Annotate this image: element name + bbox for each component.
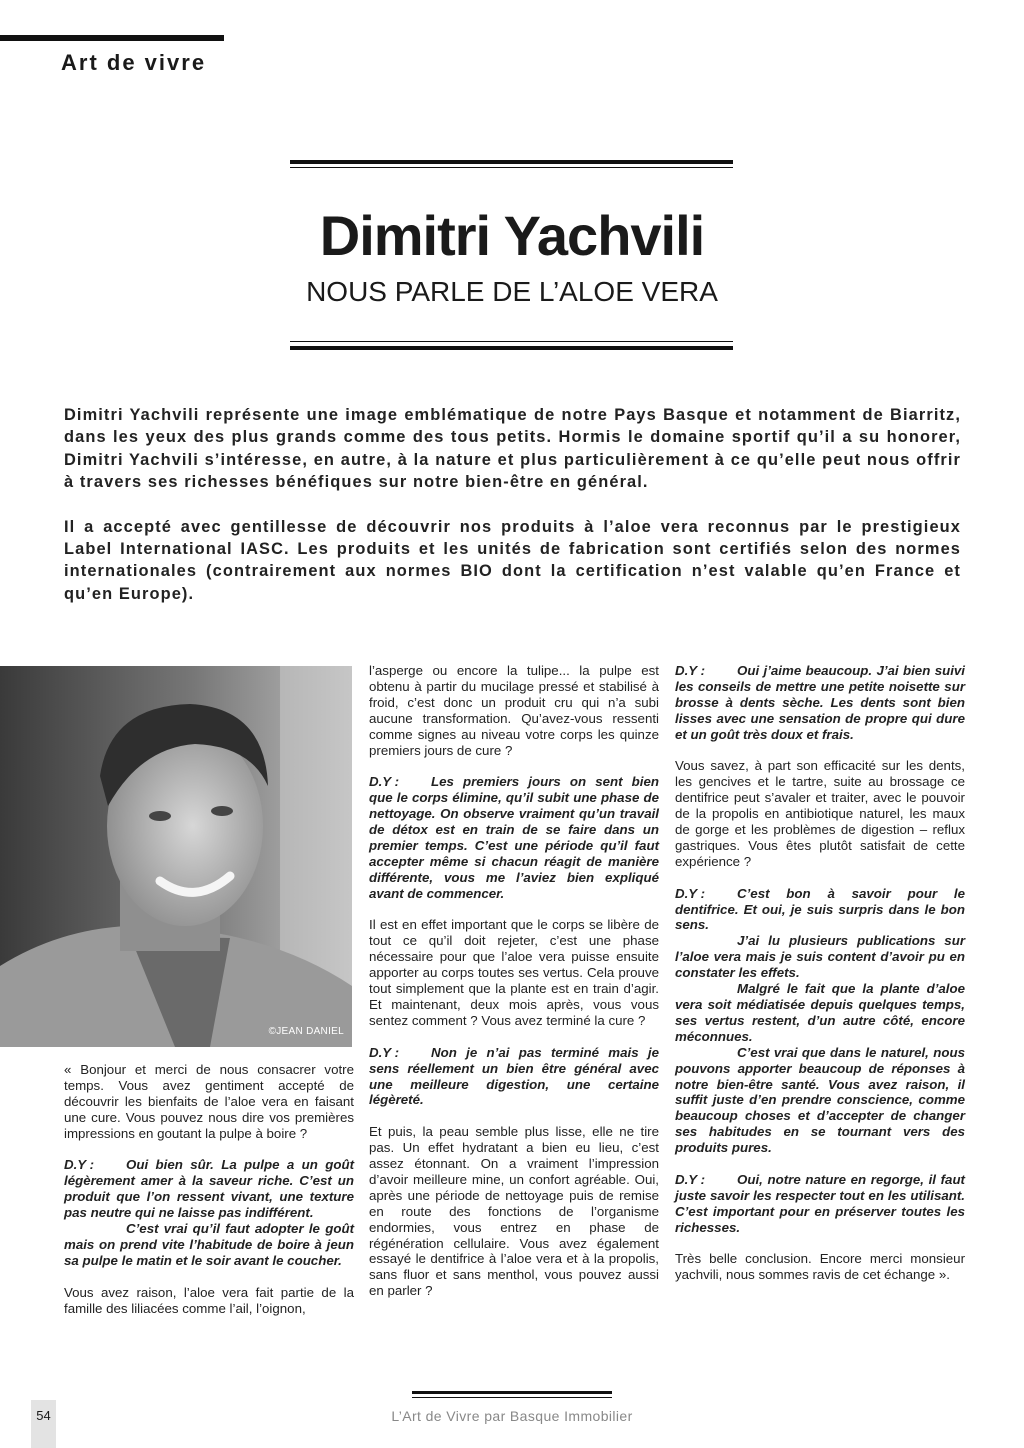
footer-publication: L’Art de Vivre par Basque Immobilier [391, 1408, 633, 1424]
answer-5-part-1: C’est bon à savoir pour le dentifrice. Et oui, je suis surpris dans le bon sens. [675, 885, 965, 933]
answer-4-text: Oui j’aime beaucoup. J’ai bien suivi les conseils de mettre une petite noisette sur brosse à dents sèche. Les dents sont bien lisses avec une sensation de propre qui dure et un goût très doux et frais. [675, 663, 965, 742]
closing-remark: Très belle conclusion. Encore merci monsieur yachvili, nous sommes ravis de cet échange ». [675, 1251, 965, 1283]
answer-5-part-2: J’ai lu plusieurs publications sur l’aloe vera mais je suis content d’avoir pu en constater les effets. [675, 933, 965, 981]
column-3 [675, 663, 965, 1299]
answer-5 [675, 886, 965, 934]
column-2 [369, 663, 659, 1315]
title-rule-bottom-thin [290, 341, 733, 342]
question-4: Et puis, la peau semble plus lisse, elle ne tire pas. Un effet hydratant a bien eu lieu, c’est assez étonnant. On a vraiment l’impression d’avoir meilleure mine, un confort agréable. Oui, après une période de nettoyage puis de remise en route des fonctions de l’organisme endormies, vous entrez en phase de régénération cellulaire. Vous avez également essayé le dentifrice à l’aloe vera et à la propolis, sans fluor et sans menthol, vous pouvez aussi en parler ? [369, 1124, 659, 1299]
photo-credit: ©JEAN DANIEL [268, 1026, 344, 1037]
answer-prefix: D.Y : [675, 885, 706, 901]
answer-3-text: Non je n’ai pas terminé mais je sens réellement un bien être général avec une meilleure digestion, une certaine légèreté. [369, 1044, 659, 1108]
answer-5-continued-1 [675, 933, 965, 981]
answer-3 [369, 1045, 659, 1109]
column-1 [64, 1062, 354, 1332]
answer-6 [675, 1172, 965, 1236]
question-5: Vous savez, à part son efficacité sur les dents, les gencives et le tartre, suite au brossage ce dentifrice peut s’avaler et traiter, avec le pouvoir de la propolis en antibiotique naturel, les maux de gorge et les problèmes de digestion – reflux gastriques. Vous êtes plutôt satisfait de cette expérience ? [675, 758, 965, 869]
answer-2 [369, 774, 659, 901]
title-rule-top-thick [290, 160, 733, 164]
intro-paragraph-2: Il a accepté avec gentillesse de découvrir nos produits à l’aloe vera reconnus par le prestigieux Label International IASC. Les produits et les unités de fabrication sont certifiés selon des normes internationales (contrairement aux normes BIO dont la certification n’est valable qu’en France et qu’en Europe). [64, 517, 961, 603]
article-title: Dimitri Yachvili [319, 204, 705, 267]
question-2-end: l’asperge ou encore la tulipe... la pulpe est obtenu à partir du mucilage pressé et stabilisé à froid, c’est donc un produit cru qui n’a subi aucune transformation. Qu’avez-vous ressenti comme signes au niveau votre corps les quinze premiers jours de cure ? [369, 663, 659, 758]
article-subtitle: NOUS PARLE DE L’ALOE VERA [306, 276, 718, 307]
header-bar [0, 35, 224, 41]
answer-1 [64, 1157, 354, 1221]
answer-prefix: D.Y : [369, 1044, 400, 1060]
answer-1-continued [64, 1221, 354, 1269]
answer-1-part-1: Oui bien sûr. La pulpe a un goût légèrement amer à la saveur riche. C’est un produit que l’on ressent vivant, une texture pas neutre qui ne laisse pas indifférent. [64, 1157, 354, 1221]
answer-4 [675, 663, 965, 743]
answer-prefix: D.Y : [369, 774, 400, 790]
answer-5-continued-3 [675, 1045, 965, 1156]
answer-6-text: Oui, notre nature en regorge, il faut juste savoir les respecter tout en les utilisant. C’est important pour en préserver toutes les richesses. [675, 1171, 965, 1235]
portrait-photo [0, 666, 352, 1047]
page-number: 54 [36, 1408, 51, 1423]
title-rule-bottom-thick [290, 346, 733, 350]
question-2-start: Vous avez raison, l’aloe vera fait partie de la famille des liliacées comme l’ail, l’oignon, [64, 1284, 354, 1316]
answer-5-continued-2 [675, 981, 965, 1045]
answer-prefix: D.Y : [675, 663, 706, 678]
answer-1-part-2: C’est vrai qu’il faut adopter le goût mais on prend vite l’habitude de boire à jeun sa pulpe le matin et le soir avant le coucher. [64, 1221, 354, 1268]
answer-5-part-3: Malgré le fait que la plante d’aloe vera soit médiatisée depuis quelques temps, ses vertus restent, d’un autre côté, encore méconnues. [675, 981, 965, 1044]
intro-paragraph-1: Dimitri Yachvili représente une image emblématique de notre Pays Basque et notamment de Biarritz, dans les yeux des plus grands comme des tous petits. Hormis le domaine sportif qu’il a su honorer, Dimitri Yachvili s’intéresse, en autre, à la nature et plus particulièrement à ce qu’elle peut nous offrir à travers ses richesses bénéfiques sur notre bien-être en général. [64, 406, 961, 492]
footer-rule-thick [412, 1391, 612, 1394]
title-rule-top-thin [290, 167, 733, 168]
intro-text [64, 404, 961, 605]
question-3: Il est en effet important que le corps se libère de tout ce qu’il doit rejeter, c’est une phase nécessaire pour que l’aloe vera puisse ensuite apporter au corps toutes ses vertus. Cela prouve tout simplement que la plante est en train d’agir. Et maintenant, deux mois après, vous vous sentez comment ? Vous avez terminé la cure ? [369, 917, 659, 1028]
question-1: « Bonjour et merci de nous consacrer votre temps. Vous avez gentiment accepté de découvrir les bienfaits de l’aloe vera en faisant une cure. Vous pouvez nous dire vos premières impressions en goutant la pulpe à boire ? [64, 1062, 354, 1141]
answer-prefix: D.Y : [675, 1171, 706, 1187]
answer-5-part-4: C’est vrai que dans le naturel, nous pouvons apporter beaucoup de réponses à notre bien-être santé. Vous avez raison, il suffit juste d’en prendre conscience, comme beaucoup choses et d’accepter de changer ses habitudes en se tournant vers des produits pures. [675, 1044, 965, 1156]
section-title: Art de vivre [61, 50, 207, 75]
answer-prefix: D.Y : [64, 1157, 95, 1173]
answer-2-text: Les premiers jours on sent bien que le corps élimine, qu’il subit une phase de nettoyage. On observe vraiment qu’un travail de détox est en train de se faire dans un premier temps. C’est une période qu’il faut accepter même si chacun réagit de manière différente, vous me l’aviez bien expliqué avant de commencer. [369, 774, 659, 901]
footer-rule-thin [412, 1397, 612, 1398]
portrait-illustration [0, 666, 352, 1047]
